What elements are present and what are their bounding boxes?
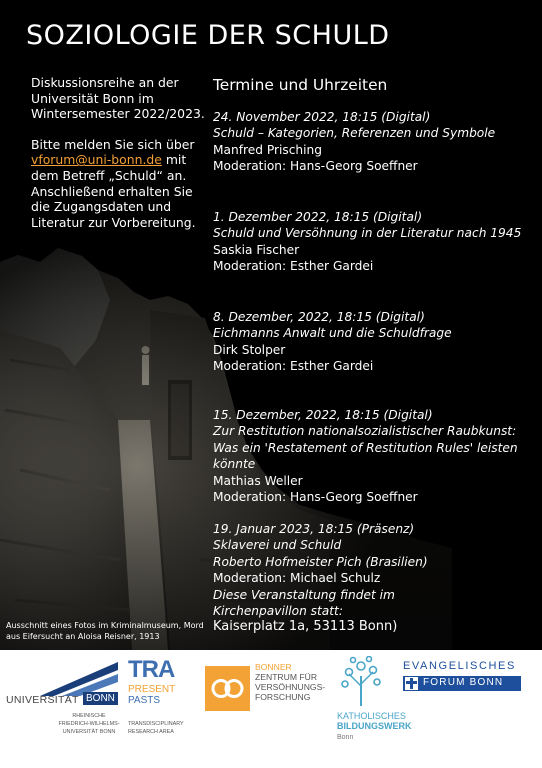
logo-katholisches-bildungswerk	[335, 656, 412, 756]
efb-badge: FORUM BONN	[423, 677, 504, 688]
bzvf-line3: VERSÖHNUNGS-	[255, 682, 326, 692]
event-speaker: Roberto Hofmeister Pich (Brasilien)	[213, 554, 428, 569]
event-topic: Zur Restitution nationalsozialistischer Raubkunst: Was ein 'Restatement of Restitution Rules' leisten könnte	[213, 424, 518, 472]
kbw-tree-icon	[339, 656, 383, 708]
kbw-line2: BILDUNGSWERK	[337, 721, 412, 731]
poster-title: SOZIOLOGIE DER SCHULD	[26, 20, 390, 51]
kbw-line3: Bonn	[337, 734, 354, 741]
tra-sub2: RESEARCH AREA	[128, 729, 174, 735]
uni-badge: BONN	[83, 692, 118, 705]
event-date: 24. November 2022, 18:15 (Digital)	[213, 110, 431, 124]
registration-text-continued: mit dem Betreff „Schuld“ an. Anschließend erhalten Sie die Zugangsdaten und Literatur zur Vorbereitung.	[31, 152, 196, 230]
event-moderation: Moderation: Michael Schulz	[213, 571, 381, 586]
logo-evangelisches-forum-bonn	[403, 660, 531, 700]
event-item	[213, 521, 538, 636]
bzvf-rings-icon	[205, 666, 250, 711]
registration-text: Bitte melden Sie sich über	[31, 136, 195, 152]
intro-paragraph-1: Diskussionsreihe an der Universität Bonn im Wintersemester 2022/2023.	[31, 75, 205, 122]
event-speaker: Mathias Weller	[213, 473, 303, 488]
bzvf-line4: FORSCHUNG	[255, 692, 311, 702]
efb-line1: EVANGELISCHES	[403, 660, 516, 672]
event-item	[213, 209, 538, 275]
tra-sub1: TRANSDISCIPLINARY	[128, 721, 184, 727]
bzvf-line1: BONNER	[255, 662, 292, 672]
tra-mark	[128, 656, 174, 684]
tra-line1: PRESENT	[128, 684, 176, 695]
event-address: Kaiserplatz 1a, 53113 Bonn)	[213, 619, 398, 635]
event-moderation: Moderation: Hans-Georg Soeffner	[213, 159, 418, 174]
event-speaker: Saskia Fischer	[213, 242, 300, 257]
event-moderation: Moderation: Esther Gardei	[213, 259, 374, 274]
photo-caption: Ausschnitt eines Fotos im Kriminalmuseum, Mord aus Eifersucht an Aloisa Reisner, 1913	[6, 621, 204, 641]
event-moderation: Moderation: Esther Gardei	[213, 359, 374, 374]
efb-cross-icon	[405, 677, 418, 690]
event-item	[213, 407, 538, 505]
intro-paragraph-2	[31, 137, 206, 231]
event-topic: Schuld – Kategorien, Referenzen und Symbole	[213, 126, 496, 141]
sponsor-logos	[0, 650, 542, 768]
event-date: 8. Dezember, 2022, 18:15 (Digital)	[213, 310, 425, 324]
bzvf-line2: ZENTRUM FÜR	[255, 672, 318, 682]
kbw-line1: KATHOLISCHES	[337, 711, 406, 721]
uni-subtitle: RHEINISCHE FRIEDRICH-WILHELMS- UNIVERSITÄT BONN	[58, 713, 120, 735]
event-topic: Eichmanns Anwalt und die Schuldfrage	[213, 326, 452, 341]
event-note: Diese Veranstaltung findet im Kirchenpavillon statt:	[213, 587, 395, 619]
event-item	[213, 309, 538, 375]
event-date: 1. Dezember 2022, 18:15 (Digital)	[213, 210, 423, 224]
event-speaker: Dirk Stolper	[213, 342, 286, 357]
event-topic: Schuld und Versöhnung in der Literatur nach 1945	[213, 226, 522, 241]
tra-mark-text: TRA	[128, 656, 175, 683]
event-topic: Sklaverei und Schuld	[213, 538, 342, 553]
schedule-heading: Termine und Uhrzeiten	[213, 76, 388, 94]
uni-name: UNIVERSITÄT	[6, 694, 79, 706]
event-date: 15. Dezember, 2022, 18:15 (Digital)	[213, 408, 433, 422]
logo-bonner-zentrum-versoehnungsforschung	[205, 662, 335, 732]
event-moderation: Moderation: Hans-Georg Soeffner	[213, 490, 418, 505]
uni-bonn-mark-icon	[40, 660, 120, 696]
event-date: 19. Januar 2023, 18:15 (Präsenz)	[213, 522, 415, 536]
email-link[interactable]: vforum@uni-bonn.de	[31, 152, 162, 168]
efb-bar	[403, 676, 521, 691]
tra-line2: PASTS	[128, 695, 161, 706]
event-item	[213, 109, 538, 175]
logo-universitaet-bonn	[0, 650, 122, 768]
schedule	[213, 76, 538, 635]
event-speaker: Manfred Prisching	[213, 142, 323, 157]
logo-tra-present-pasts	[128, 656, 198, 756]
intro-text	[31, 75, 206, 230]
